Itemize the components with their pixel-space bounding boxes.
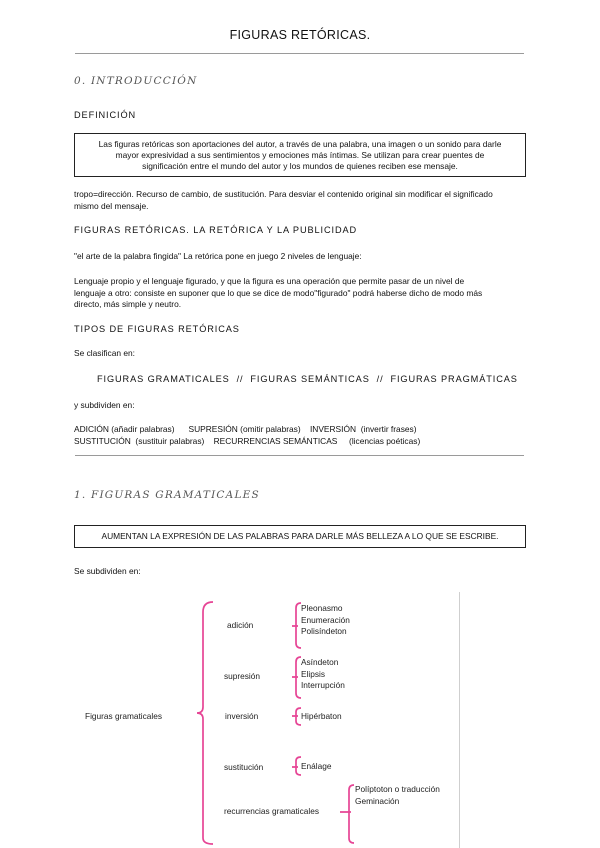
- divider: [75, 53, 524, 54]
- figure-item: Políptoton o traducción: [355, 784, 440, 794]
- subdividen-text: y subdividen en:: [74, 400, 135, 410]
- definition-line: Las figuras retóricas son aportaciones del autor, a través de una palabra, una imagen o un sonido para darle: [98, 139, 502, 149]
- group-items-recurrencias: [355, 784, 440, 807]
- figure-item: Asíndeton: [301, 657, 339, 667]
- divider: [75, 455, 524, 456]
- group-label-sustitucion: sustitución: [224, 762, 264, 772]
- tipos-heading: TIPOS DE FIGURAS RETÓRICAS: [74, 324, 240, 334]
- lenguaje-line: Lenguaje propio y el lenguaje figurado, y que la figura es una operación que permite pasar de un nivel de: [74, 276, 465, 286]
- gramaticales-diagram: [72, 592, 462, 848]
- group-items-sustitucion: [301, 761, 331, 771]
- definition-line: mayor expresividad a sus sentimientos y emociones más íntimas. Se utilizan para crear puentes de: [115, 150, 485, 160]
- quote-line: "el arte de la palabra fingida" La retórica pone en juego 2 niveles de lenguaje:: [74, 251, 362, 261]
- sustitucion-bracket: [292, 757, 301, 775]
- subdivision-line: ADICIÓN (añadir palabras) SUPRESIÓN (omitir palabras) INVERSIÓN (invertir frases): [74, 424, 417, 434]
- inversion-bracket: [292, 708, 301, 725]
- lenguaje-paragraph: [74, 276, 534, 311]
- figure-item: Enálage: [301, 761, 332, 771]
- figure-item: Hipérbaton: [301, 711, 342, 721]
- supresion-bracket: [292, 657, 301, 698]
- section1-box: AUMENTAN LA EXPRESIÓN DE LAS PALABRAS PARA DARLE MÁS BELLEZA A LO QUE SE ESCRIBE.: [74, 525, 526, 548]
- tropo-paragraph: [74, 189, 534, 212]
- group-label-supresion: supresión: [224, 671, 260, 681]
- recurrencias-bracket: [340, 785, 354, 843]
- adicion-bracket: [292, 603, 301, 648]
- group-items-adicion: [301, 603, 350, 638]
- group-label-adicion: adición: [227, 620, 254, 630]
- lenguaje-line: directo, más simple y neutro.: [74, 299, 182, 309]
- diagram-root: Figuras gramaticales: [85, 711, 163, 721]
- figure-item: Polisíndeton: [301, 626, 347, 636]
- figure-item: Pleonasmo: [301, 603, 343, 613]
- section1-heading: 1. FIGURAS GRAMATICALES: [74, 489, 260, 501]
- definition-box: [74, 133, 526, 177]
- subdivision-line: SUSTITUCIÓN (sustituir palabras) RECURRENCIAS SEMÁNTICAS (licencias poéticas): [74, 436, 421, 446]
- main-bracket: [197, 602, 213, 844]
- figure-item: Interrupción: [301, 680, 345, 690]
- intro-heading: 0. INTRODUCCIÓN: [74, 75, 198, 87]
- publicidad-heading: FIGURAS RETÓRICAS. LA RETÓRICA Y LA PUBLICIDAD: [74, 225, 358, 235]
- group-label-inversion: inversión: [225, 711, 259, 721]
- se-subdividen-text: Se subdividen en:: [74, 566, 141, 576]
- group-items-supresion: [301, 657, 345, 692]
- tropo-line: tropo=dirección. Recurso de cambio, de sustitución. Para desviar el contenido original sin modificar el significado: [74, 189, 493, 199]
- page-title: FIGURAS RETÓRICAS.: [229, 28, 371, 42]
- group-label-recurrencias: recurrencias gramaticales: [224, 806, 319, 816]
- tropo-line: mismo del mensaje.: [74, 200, 149, 211]
- figure-item: Elipsis: [301, 668, 325, 679]
- definition-label: DEFINICIÓN: [74, 110, 137, 120]
- clasifican-text: Se clasifican en:: [74, 348, 135, 358]
- figure-item: Geminación: [355, 795, 400, 806]
- tipos-line: FIGURAS GRAMATICALES // FIGURAS SEMÁNTICAS // FIGURAS PRAGMÁTICAS: [97, 374, 518, 384]
- group-items-inversion: [301, 711, 342, 721]
- lenguaje-line: lenguaje a otro: consiste en suponer que lo que se dice de modo"figurado" podrá haberse dicho de modo más: [74, 287, 483, 298]
- definition-line: significación entre el mundo del autor y los mundos de quienes reciben ese mensaje.: [142, 161, 458, 171]
- figure-item: Enumeración: [301, 614, 350, 625]
